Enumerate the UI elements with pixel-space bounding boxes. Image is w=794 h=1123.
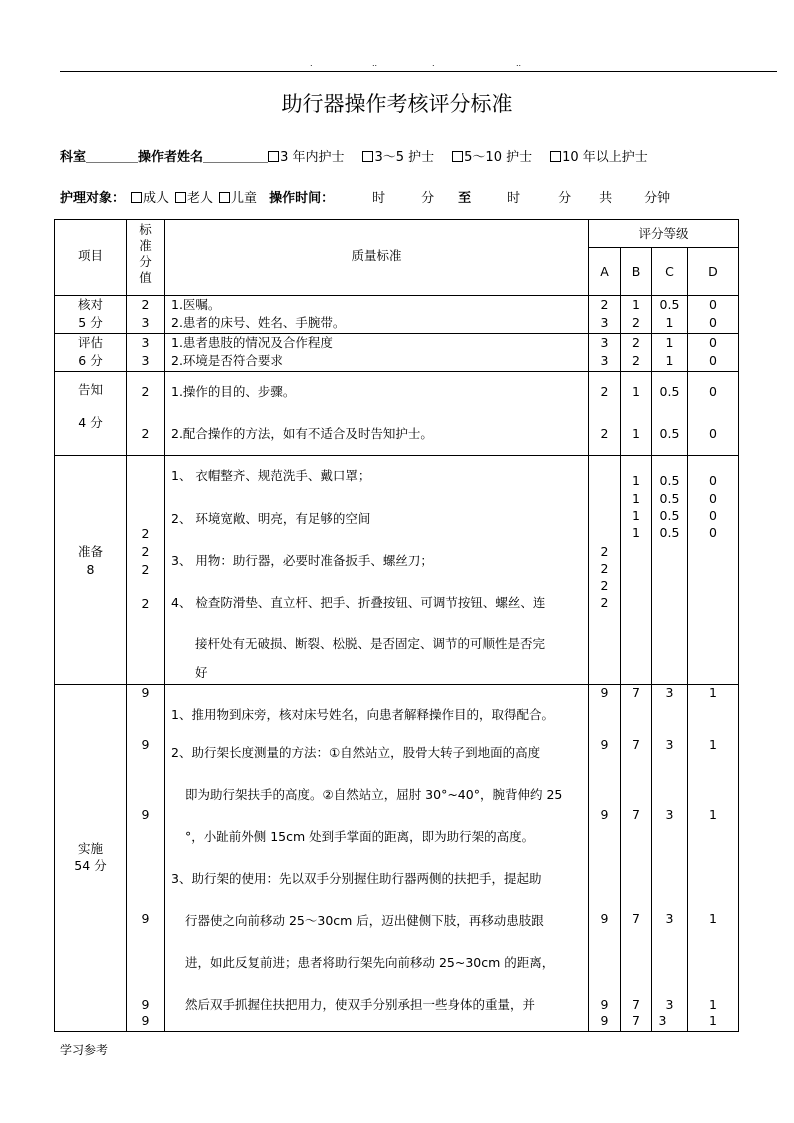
option-5to10: 5～10 护士 (464, 150, 533, 165)
to-label: 至 (458, 191, 472, 206)
minutes-label: 分钟 (644, 191, 671, 206)
time-label: 操作时间： (269, 191, 335, 206)
table-row-assess: 评估 6 分 3 3 1.患者患肢的情况及合作程度 2.环境是否符合要求 3 3 2 2 1 1 0 0 (55, 334, 739, 372)
checkbox-adult[interactable] (131, 192, 142, 203)
document-title: 助行器操作考核评分标准 (281, 92, 513, 116)
option-10plus: 10 年以上护士 (562, 150, 648, 165)
header-grade: 评分等级 (638, 226, 689, 241)
footer-text: 学习参考 (60, 1043, 109, 1057)
checkbox-elderly[interactable] (175, 192, 186, 203)
header-dots: . .. . .. (310, 59, 522, 68)
header-row-1 (55, 220, 739, 248)
header-item: 项目 (77, 248, 103, 263)
checkbox-10plus[interactable] (550, 151, 561, 162)
option-elderly: 老人 (187, 191, 214, 206)
option-child: 儿童 (231, 191, 258, 206)
info-row-target (60, 191, 670, 207)
header-c: C (665, 264, 674, 279)
header-rule (60, 71, 777, 72)
option-3yr: 3 年内护士 (280, 150, 345, 165)
total-label: 共 (599, 191, 613, 206)
header-std-cell (127, 220, 165, 296)
department-blank: ＿＿＿＿ (86, 150, 139, 165)
operator-label: 操作者姓名 (138, 150, 204, 165)
checkbox-3yr[interactable] (268, 151, 279, 162)
minute-end: 分 (558, 191, 572, 206)
scoring-table (54, 219, 739, 1032)
table-row-inform: 告知 4 分 2 2 1.操作的目的、步骤。 2.配合操作的方法，如有不适合及时告知护士。 2 2 1 1 0.5 0.5 0 0 (55, 372, 739, 456)
checkbox-child[interactable] (219, 192, 230, 203)
table-row-implement: 实施 54 分 9 9 9 9 9 9 1、推用物到床旁，核对床号姓名，向患者解释操作目的，取得配合。 2、助行架长度测量的方法：①自然站立，股骨大转子到地面的高度 即为助行架扶手的高度。②自然站立，屈肘 30°~40°，腕背伸约 25 °，小趾前外侧 15cm 处到手掌面的距离，即为助行架的高度。 3、助行架的使用：先以双手分别握住助行器两侧的扶把手，提起助 行器使之向前移动 25～30cm 后，迈出健侧下肢，再移动患肢跟 进，如此反复前进；患者将助行架先向前移动 25~30cm 的距离， 然后双手抓握住扶把用力，使双手分别承担一些身体的重量，并 9 9 9 9 9 9 7 7 7 7 7 7 3 3 3 3 3 3 1 1 1 1 1 1 (55, 685, 739, 1032)
header-quality-cell (165, 220, 589, 296)
option-3to5: 3～5 护士 (374, 150, 435, 165)
header-std: 标准分值 (139, 222, 152, 285)
hour-start: 时 (372, 191, 386, 206)
header-b: B (631, 264, 641, 279)
minute-start: 分 (421, 191, 435, 206)
header-a: A (600, 264, 609, 279)
operator-blank: ＿＿＿＿＿ (203, 150, 269, 165)
option-adult: 成人 (143, 191, 170, 206)
header-item-cell (55, 220, 127, 296)
info-row-department (60, 150, 648, 166)
department-label: 科室 (60, 150, 87, 165)
header-quality: 质量标准 (351, 248, 402, 263)
header-d: D (708, 264, 718, 279)
hour-end: 时 (507, 191, 521, 206)
checkbox-5to10[interactable] (452, 151, 463, 162)
target-label: 护理对象： (60, 191, 126, 206)
table-row-prepare: 准备 8 2 2 2 2 1、 衣帽整齐、规范洗手、戴口罩； 2、 环境宽敞、明亮，有足够的空间 3、 用物：助行器，必要时准备扳手、螺丝刀； 4、 检查防滑垫、直立杆、把手、折叠按钮、可调节按钮、螺丝、连 接杆处有无破损、断裂、松脱、是否固定、调节的可顺性是否完 好 2 2 2 2 1 1 1 1 0.5 0.5 0.5 0.5 0 0 0 0 (55, 456, 739, 685)
table-row-verify: 核对 5 分 2 3 1.医嘱。 2.患者的床号、姓名、手腕带。 2 3 1 2 0.5 1 0 0 (55, 296, 739, 334)
header-grade-cell (589, 220, 739, 248)
checkbox-3to5[interactable] (362, 151, 373, 162)
